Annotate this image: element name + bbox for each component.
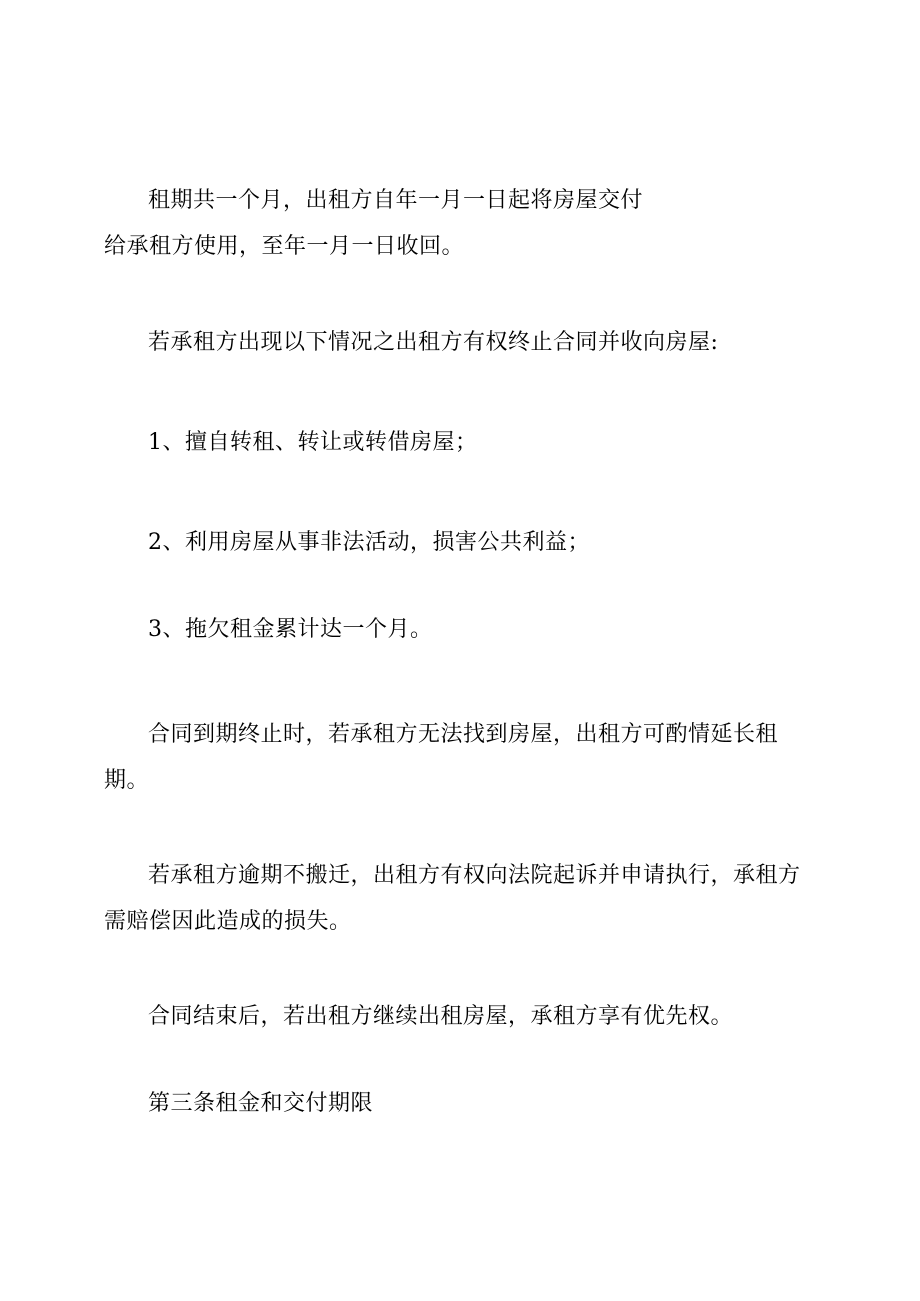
list-item-sublet: 1、擅自转租、转让或转借房屋； (148, 430, 478, 455)
section-heading: 第三条租金和交付期限 (148, 1091, 374, 1116)
paragraph-termination-conditions: 若承租方出现以下情况之出租方有权终止合同并收向房屋: (148, 330, 719, 355)
paragraph-priority-right: 合同结束后，若出租方继续出租房屋，承租方享有优先权。 (148, 1004, 734, 1029)
paragraph-overdue-eviction: 若承租方逾期不搬迁，出租方有权向法院起诉并申请执行，承租方需赔偿因此造成的损失。 (104, 863, 801, 934)
paragraph-lease-term: 租期共一个月，出租方自年一月一日起将房屋交付给承租方使用，至年一月一日收回。 (104, 188, 644, 259)
list-item-rent-arrears: 3、拖欠租金累计达一个月。 (148, 617, 433, 642)
list-item-illegal-use: 2、利用房屋从事非法活动，损害公共利益； (148, 530, 590, 555)
paragraph-lease-extension: 合同到期终止时，若承租方无法找到房屋，出租方可酌情延长租期。 (104, 722, 779, 793)
